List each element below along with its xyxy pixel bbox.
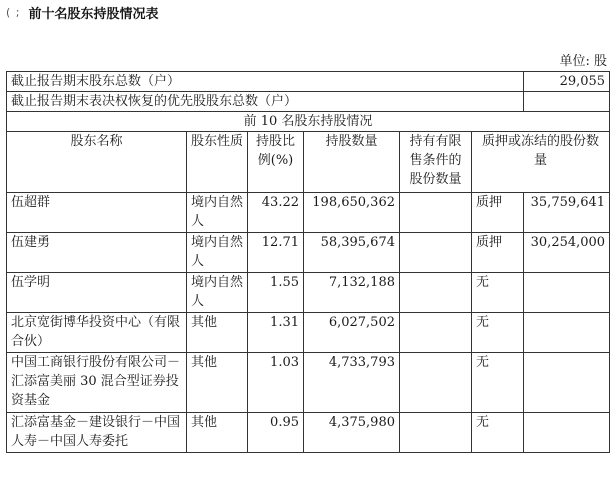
cell-restricted [400, 413, 472, 453]
cell-ratio: 1.31 [248, 313, 304, 353]
cell-pledge-status: 质押 [472, 233, 524, 273]
header-nature: 股东性质 [187, 132, 248, 193]
header-pledge: 质押或冻结的股份数量 [472, 132, 610, 193]
table-row [7, 193, 610, 233]
cell-shares: 4,733,793 [304, 353, 400, 413]
table-row [7, 273, 610, 313]
cell-pledge-qty [524, 413, 610, 453]
summary-label: 截止报告期末股东总数（户） [7, 72, 524, 92]
cell-restricted [400, 273, 472, 313]
table-row [7, 353, 610, 413]
cell-name: 伍学明 [7, 273, 187, 313]
cell-pledge-status: 质押 [472, 193, 524, 233]
summary-value [524, 92, 610, 112]
table-row [7, 233, 610, 273]
cell-ratio: 0.95 [248, 413, 304, 453]
header-ratio: 持股比例(%) [248, 132, 304, 193]
cell-pledge-qty: 30,254,000 [524, 233, 610, 273]
header-shares: 持股数量 [304, 132, 400, 193]
header-restricted: 持有有限售条件的股份数量 [400, 132, 472, 193]
cell-pledge-status: 无 [472, 273, 524, 313]
cell-nature: 其他 [187, 353, 248, 413]
cell-nature: 境内自然人 [187, 193, 248, 233]
cell-shares: 4,375,980 [304, 413, 400, 453]
cell-nature: 境内自然人 [187, 233, 248, 273]
title-marker: ( ; [6, 5, 21, 19]
cell-restricted [400, 313, 472, 353]
title-row [6, 2, 159, 22]
cell-name: 伍建勇 [7, 233, 187, 273]
summary-row-preferred [7, 92, 610, 112]
summary-label: 截止报告期末表决权恢复的优先股股东总数（户） [7, 92, 524, 112]
cell-nature: 其他 [187, 313, 248, 353]
cell-restricted [400, 353, 472, 413]
cell-pledge-qty [524, 313, 610, 353]
header-name: 股东名称 [7, 132, 187, 193]
section-title-row [7, 112, 610, 132]
cell-nature: 境内自然人 [187, 273, 248, 313]
section-title: 前 10 名股东持股情况 [7, 112, 610, 132]
cell-pledge-status: 无 [472, 413, 524, 453]
table-row [7, 413, 610, 453]
cell-pledge-qty [524, 273, 610, 313]
cell-name: 北京宽街博华投资中心（有限合伙） [7, 313, 187, 353]
cell-pledge-qty: 35,759,641 [524, 193, 610, 233]
cell-ratio: 1.55 [248, 273, 304, 313]
table-row [7, 313, 610, 353]
cell-name: 中国工商银行股份有限公司－汇添富美丽 30 混合型证券投资基金 [7, 353, 187, 413]
header-row [7, 132, 610, 193]
shareholders-table [6, 71, 610, 453]
cell-nature: 其他 [187, 413, 248, 453]
cell-pledge-qty [524, 353, 610, 413]
cell-shares: 6,027,502 [304, 313, 400, 353]
page-title: 前十名股东持股情况表 [28, 6, 159, 22]
cell-ratio: 12.71 [248, 233, 304, 273]
cell-name: 伍超群 [7, 193, 187, 233]
summary-row-total [7, 72, 610, 92]
unit-label: 单位: 股 [559, 54, 607, 69]
cell-pledge-status: 无 [472, 313, 524, 353]
cell-restricted [400, 233, 472, 273]
summary-value: 29,055 [524, 72, 610, 92]
cell-shares: 7,132,188 [304, 273, 400, 313]
cell-shares: 58,395,674 [304, 233, 400, 273]
cell-pledge-status: 无 [472, 353, 524, 413]
cell-name: 汇添富基金－建设银行－中国人寿－中国人寿委托 [7, 413, 187, 453]
cell-restricted [400, 193, 472, 233]
cell-shares: 198,650,362 [304, 193, 400, 233]
cell-ratio: 1.03 [248, 353, 304, 413]
cell-ratio: 43.22 [248, 193, 304, 233]
